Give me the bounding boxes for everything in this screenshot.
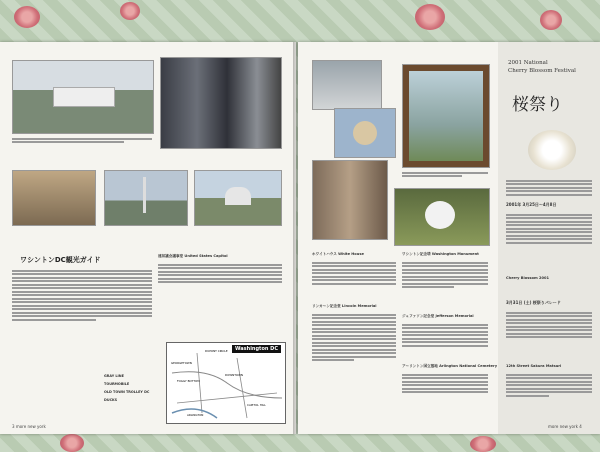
cherry-blossom-photo <box>528 130 576 170</box>
tablecloth-flower <box>120 2 140 20</box>
lincoln-text <box>312 312 396 363</box>
festival-name-title: Cherry Blossom Festival <box>508 68 576 74</box>
tablecloth-flower <box>60 434 84 452</box>
map-label: ARLINGTON <box>187 413 204 417</box>
guards-photo <box>160 57 282 149</box>
sakura-matsuri-heading: 12th Street Sakura Matsuri <box>506 364 562 368</box>
transport-list <box>104 372 160 404</box>
sakura-matsuri-text <box>506 372 592 398</box>
jefferson-heading: ジェファソン記念堂 Jefferson Memorial <box>402 314 474 318</box>
map-roads <box>167 343 285 423</box>
parade-text <box>506 310 592 340</box>
kennedy-center-photo <box>312 60 382 110</box>
left-page <box>0 42 296 434</box>
photo-caption <box>12 136 152 145</box>
map-title: Washington DC <box>232 345 281 353</box>
transport-item: GRAY LINE <box>104 374 124 378</box>
tablecloth-flower <box>14 6 40 28</box>
map-label: DUPONT CIRCLE <box>205 349 228 353</box>
section-title: ワシントンDC観光ガイド <box>20 256 101 264</box>
lincoln-heading: リンカーン記念堂 Lincoln Memorial <box>312 304 377 308</box>
sidebar-intro-text <box>506 178 592 197</box>
parade-heading: 3月31日 (土) 桜祭りパレード <box>506 300 561 305</box>
cherry-blossom-sidebar <box>498 42 600 434</box>
coin-photo <box>334 108 396 158</box>
sidebar-body-text <box>506 212 592 245</box>
arlington-heading: アーリントン国立墓地 Arlington National Cemetery <box>402 364 498 368</box>
dc-map <box>166 342 286 424</box>
jefferson-text <box>402 322 488 348</box>
monument-heading: ワシントン記念塔 Washington Monument <box>402 252 479 256</box>
open-magazine <box>0 42 600 434</box>
transport-item: TOURMOBILE <box>104 382 130 386</box>
organizer-name: Cherry Blossom 2001 <box>506 276 549 280</box>
page-folio: 3 more new york <box>12 424 46 429</box>
monet-painting-photo <box>402 64 490 168</box>
map-label: GEORGETOWN <box>171 361 192 365</box>
union-station-photo <box>12 170 96 226</box>
guide-text <box>12 268 152 322</box>
festival-dates: 2001年 3月25日〜4月8日 <box>506 202 557 207</box>
map-label: FOGGY BOTTOM <box>177 379 200 383</box>
monument-text <box>402 260 488 290</box>
white-house-heading: ホワイトハウス White House <box>312 252 364 256</box>
capitol-photo <box>194 170 282 226</box>
georgetown-photo <box>312 160 388 240</box>
white-house-photo <box>12 60 154 134</box>
right-page <box>298 42 600 434</box>
arlington-text <box>402 372 488 395</box>
tablecloth-flower <box>415 4 445 30</box>
mall-photo <box>104 170 188 226</box>
tablecloth-flower <box>470 436 496 452</box>
map-label: CAPITOL HILL <box>247 403 266 407</box>
festival-year-title: 2001 National <box>508 60 548 66</box>
map-label: DOWNTOWN <box>225 373 243 377</box>
panda-photo <box>394 188 490 246</box>
sakura-kanji-title: 桜祭り <box>512 95 563 115</box>
capitol-text <box>158 262 282 285</box>
tablecloth-flower <box>540 10 562 30</box>
painting-caption <box>402 170 488 179</box>
page-folio: more new york 4 <box>548 424 582 429</box>
capitol-caption: 連邦議会議事堂 United States Capitol <box>158 254 228 258</box>
white-house-text <box>312 260 396 286</box>
transport-item: OLD TOWN TROLLEY DC DUCKS <box>104 390 150 402</box>
